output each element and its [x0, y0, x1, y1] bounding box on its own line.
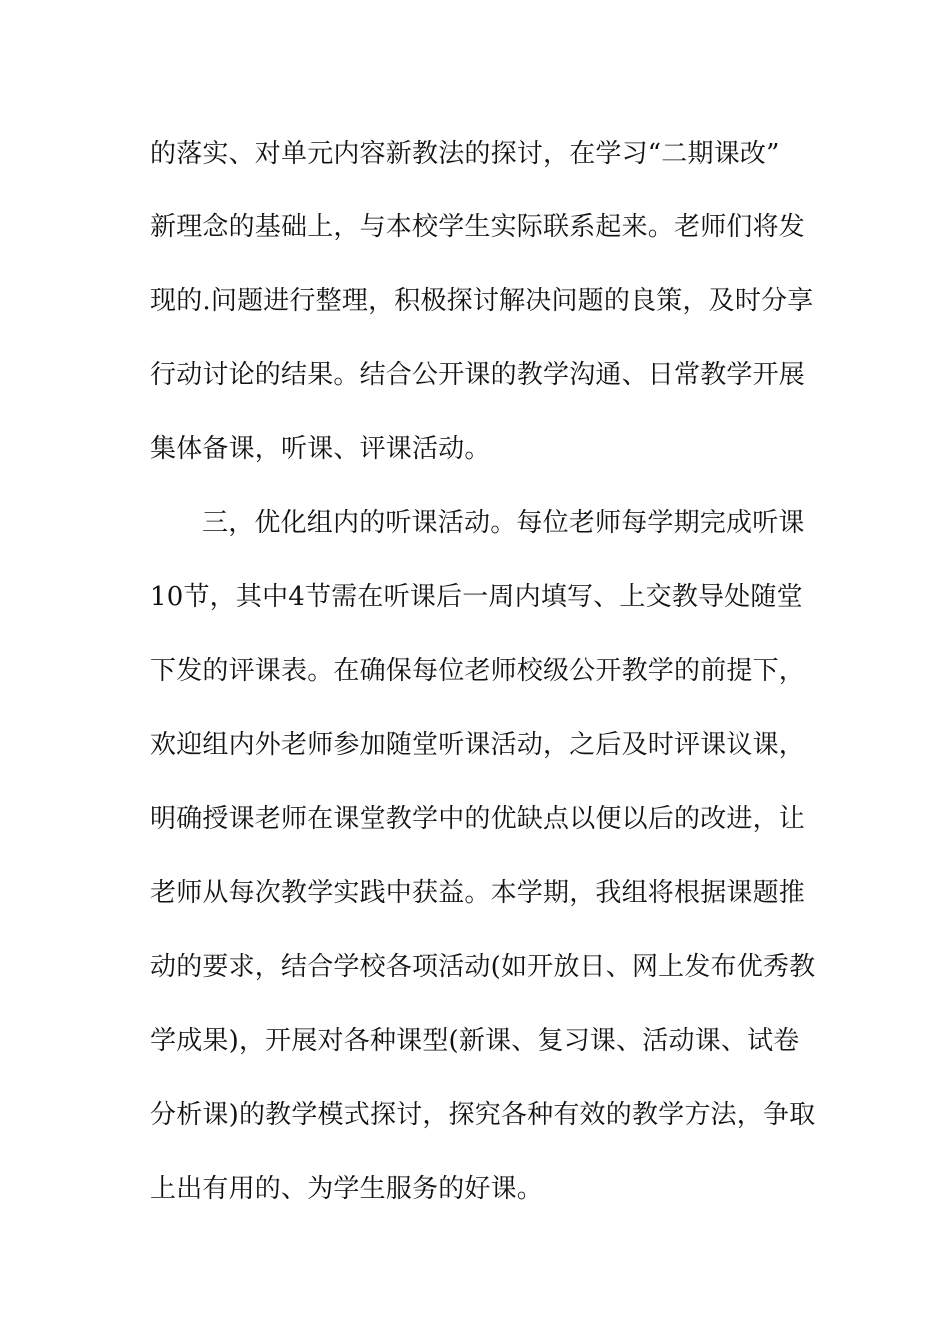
paragraph-line: 欢迎组内外老师参加随堂听课活动，之后及时评课议课， — [150, 730, 806, 760]
paragraph-line: 的落实、对单元内容新教法的探讨，在学习“二期课改” — [150, 139, 780, 169]
paragraph-line: 现的.问题进行整理，积极探讨解决问题的良策，及时分享 — [150, 286, 814, 316]
paragraph-line: 明确授课老师在课堂教学中的优缺点以便以后的改进，让 — [150, 804, 806, 834]
paragraph-line: 下发的评课表。在确保每位老师校级公开教学的前提下， — [150, 656, 806, 686]
paragraph-line: 动的要求，结合学校各项活动(如开放日、网上发布优秀教 — [150, 952, 816, 982]
paragraph-line: 新理念的基础上，与本校学生实际联系起来。老师们将发 — [150, 212, 806, 242]
paragraph-line: 上出有用的、为学生服务的好课。 — [150, 1174, 544, 1204]
paragraph-line: 学成果)，开展对各种课型(新课、复习课、活动课、试卷 — [150, 1026, 800, 1056]
paragraph-line: 分析课)的教学模式探讨，探究各种有效的教学方法，争取 — [150, 1100, 816, 1130]
paragraph-line: 老师从每次教学实践中获益。本学期，我组将根据课题推 — [150, 878, 806, 908]
paragraph-line: 10节，其中4节需在听课后一周内填写、上交教导处随堂 — [150, 582, 803, 612]
paragraph-line: 行动讨论的结果。结合公开课的教学沟通、日常教学开展 — [150, 360, 806, 390]
paragraph-line: 集体备课，听课、评课活动。 — [150, 434, 491, 464]
section-heading-line: 三，优化组内的听课活动。每位老师每学期完成听课 — [202, 508, 805, 538]
